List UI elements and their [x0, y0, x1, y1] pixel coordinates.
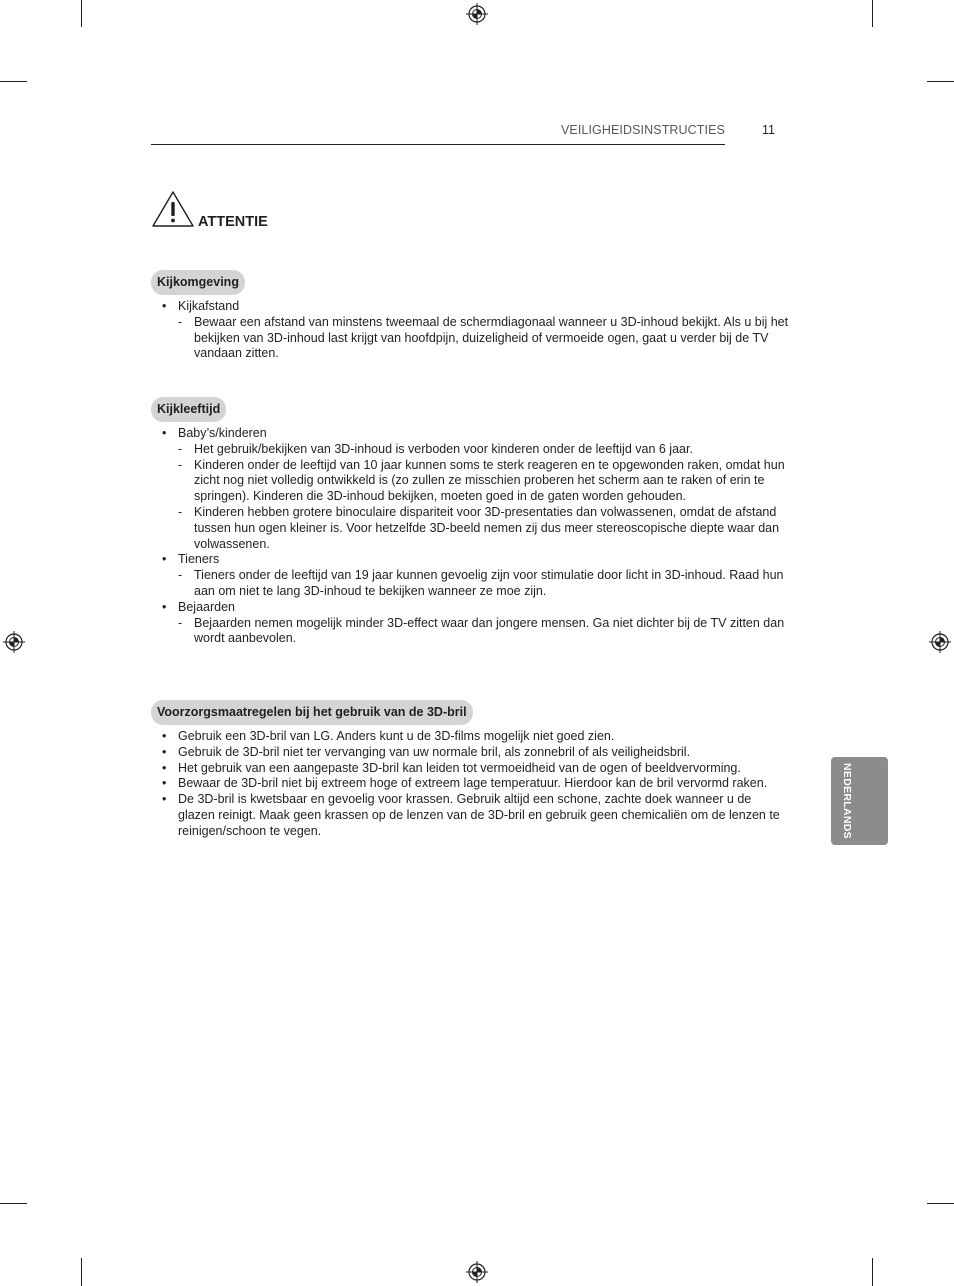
list-item: [151, 745, 791, 761]
dash-icon: -: [178, 314, 183, 329]
bullet-icon: •: [162, 744, 167, 759]
sub-list-item: [178, 458, 791, 505]
bullet-icon: •: [162, 760, 167, 775]
sub-list: [178, 315, 791, 362]
bullet-icon: •: [162, 729, 167, 743]
list-item-text: Tieners: [178, 552, 220, 567]
sub-list: [178, 568, 791, 600]
sub-list-item-text: Kinderen onder de leeftijd van 10 jaar kunnen soms te sterk reageren en te opgewonden raken, omdat hun zicht nog niet volledig ontwikkeld is (zo zullen ze misschien proberen het scherm aan te raken of erin te springen). Kinderen die 3D-inhoud bekijken, moeten goed in de gaten worden gehouden.: [194, 457, 785, 504]
crop-mark: [872, 1258, 873, 1286]
bullet-icon: •: [162, 299, 167, 313]
header-divider: [151, 144, 725, 145]
list-item-text: Gebruik een 3D-bril van LG. Anders kunt u de 3D-films mogelijk niet goed zien.: [178, 729, 615, 743]
sub-list-item-text: Bewaar een afstand van minstens tweemaal de schermdiagonaal wanneer u 3D-inhoud bekijkt. Als u bij het bekijken van 3D-inhoud last krijgt van hoofdpijn, duizeligheid of vermoeide ogen, gaat u verder bij de TV vandaan zitten.: [194, 314, 789, 361]
page-number: 11: [762, 123, 775, 137]
list-item-text: De 3D-bril is kwetsbaar en gevoelig voor krassen. Gebruik altijd een schone, zachte doek wanneer u de glazen reinigt. Maak geen krassen op de lenzen van de 3D-bril en gebruik geen chemicaliën om de lenzen te reinigen/schoon te vegen.: [178, 792, 780, 838]
bullet-icon: •: [162, 552, 167, 567]
sub-list-item-text: Het gebruik/bekijken van 3D-inhoud is verboden voor kinderen onder de leeftijd van 6 jaar.: [194, 441, 693, 456]
registration-mark-icon: [929, 631, 951, 653]
dash-icon: -: [178, 504, 183, 519]
sub-list-item-text: Tieners onder de leeftijd van 19 jaar kunnen gevoelig zijn voor stimulatie door licht in 3D-inhoud. Raad hun aan om niet te lang 3D-inhoud te bekijken wanneer ze moe zijn.: [194, 568, 784, 598]
list-item: [151, 600, 791, 647]
sub-list: [178, 442, 791, 553]
bullet-icon: •: [162, 792, 167, 807]
crop-mark: [81, 0, 82, 27]
crop-mark: [81, 1258, 82, 1286]
sub-list-item: [178, 315, 791, 362]
list-item-text: Bejaarden: [178, 599, 235, 614]
crop-mark: [872, 0, 873, 27]
section-heading: Voorzorgsmaatregelen bij het gebruik van de 3D-bril: [151, 700, 473, 725]
list-item-text: Het gebruik van een aangepaste 3D-bril kan leiden tot vermoeidheid van de ogen of beeldvervorming.: [178, 760, 741, 775]
language-tab-label: NEDERLANDS: [841, 763, 853, 839]
bullet-icon: •: [162, 776, 167, 791]
list-item-text: Bewaar de 3D-bril niet bij extreem hoge of extreem lage temperatuur. Hierdoor kan de bril vervormd raken.: [178, 776, 768, 791]
bullet-list: [151, 426, 791, 647]
language-side-tab: [831, 757, 888, 845]
dash-icon: -: [178, 568, 183, 583]
list-item-text: Gebruik de 3D-bril niet ter vervanging van uw normale bril, als zonnebril of als veiligheidsbril.: [178, 744, 691, 759]
section-viewing-environment: [151, 270, 791, 362]
list-item: [151, 299, 791, 362]
sub-list-item: [178, 568, 791, 600]
registration-mark-icon: [466, 3, 488, 25]
section-heading: Kijkleeftijd: [151, 397, 226, 422]
registration-mark-icon: [466, 1261, 488, 1283]
bullet-icon: •: [162, 599, 167, 614]
warning-triangle-icon: [151, 190, 195, 228]
crop-mark: [0, 81, 27, 82]
sub-list-item: [178, 616, 791, 648]
sub-list-item-text: Kinderen hebben grotere binoculaire dispariteit voor 3D-presentaties dan volwassenen, omdat de afstand tussen hun ogen kleiner is. Voor hetzelfde 3D-beeld nemen zij dus meer stereoscopische diepte waar dan volwassenen.: [194, 504, 780, 551]
dash-icon: -: [178, 615, 183, 630]
list-item: [151, 792, 791, 839]
list-item: [151, 426, 791, 552]
section-3d-glasses-precautions: [151, 700, 791, 840]
registration-mark-icon: [3, 631, 25, 653]
dash-icon: -: [178, 441, 183, 456]
list-item: [151, 776, 791, 792]
crop-mark: [927, 1203, 954, 1204]
sub-list-item: [178, 505, 791, 552]
list-item: [151, 552, 791, 599]
dash-icon: -: [178, 457, 183, 472]
header-section-title: VEILIGHEIDSINSTRUCTIES: [560, 123, 725, 137]
crop-mark: [0, 1203, 27, 1204]
sub-list-item-text: Bejaarden nemen mogelijk minder 3D-effect waar dan jongere mensen. Ga niet dichter bij de TV zitten dan wordt aanbevolen.: [194, 615, 785, 646]
bullet-list: [151, 729, 791, 840]
list-item-text: Baby’s/kinderen: [178, 426, 267, 440]
section-heading: Kijkomgeving: [151, 270, 245, 295]
sub-list-item: [178, 442, 791, 458]
bullet-list: [151, 299, 791, 362]
crop-mark: [927, 81, 954, 82]
list-item: [151, 761, 791, 777]
list-item-text: Kijkafstand: [178, 299, 240, 313]
section-viewing-age: [151, 397, 791, 647]
sub-list: [178, 616, 791, 648]
bullet-icon: •: [162, 426, 167, 440]
list-item: [151, 729, 791, 745]
warning-title: ATTENTIE: [198, 214, 268, 230]
